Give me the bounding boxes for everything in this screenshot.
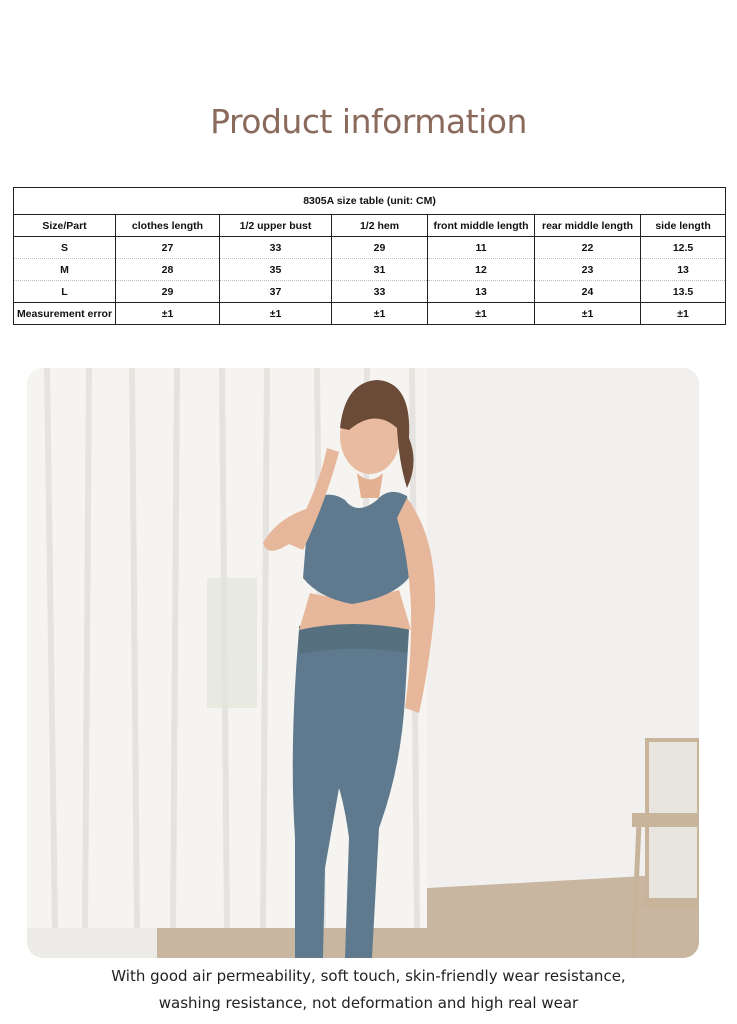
table-cell: 22 [535,237,641,259]
table-cell: 12.5 [641,237,726,259]
table-cell: 28 [116,259,220,281]
table-header-row [14,215,726,237]
header-cell: Size/Part [14,215,116,237]
header-cell: 1/2 upper bust [220,215,332,237]
model-photo [27,368,699,958]
model-photo-illustration [27,368,699,958]
table-row [14,281,726,303]
table-cell: Measurement error [14,303,116,325]
size-table [13,187,726,325]
table-cell: 27 [116,237,220,259]
table-cell: 35 [220,259,332,281]
table-cell: 12 [428,259,535,281]
table-caption-row [14,188,726,215]
table-cell: 33 [220,237,332,259]
page-title: Product information [210,102,527,141]
header-cell: front middle length [428,215,535,237]
table-cell: 24 [535,281,641,303]
table-cell: ±1 [116,303,220,325]
table-cell: 23 [535,259,641,281]
table-row [14,303,726,325]
header-cell: clothes length [116,215,220,237]
table-cell: M [14,259,116,281]
table-cell: ±1 [220,303,332,325]
table-cell: 29 [332,237,428,259]
table-cell: 11 [428,237,535,259]
table-row [14,259,726,281]
table-cell: ±1 [535,303,641,325]
table-cell: 13 [428,281,535,303]
table-cell: ±1 [332,303,428,325]
description-line-1: With good air permeability, soft touch, skin-friendly wear resistance, [111,967,626,985]
table-cell: L [14,281,116,303]
table-cell: ±1 [428,303,535,325]
table-cell: 31 [332,259,428,281]
table-cell: 13.5 [641,281,726,303]
table-cell: 33 [332,281,428,303]
header-cell: rear middle length [535,215,641,237]
table-cell: 37 [220,281,332,303]
header-cell: side length [641,215,726,237]
table-caption: 8305A size table (unit: CM) [14,188,726,215]
table-cell: ±1 [641,303,726,325]
table-cell: 29 [116,281,220,303]
header-cell: 1/2 hem [332,215,428,237]
table-cell: S [14,237,116,259]
description-line-2: washing resistance, not deformation and high real wear [158,994,579,1012]
table-cell: 13 [641,259,726,281]
table-row [14,237,726,259]
